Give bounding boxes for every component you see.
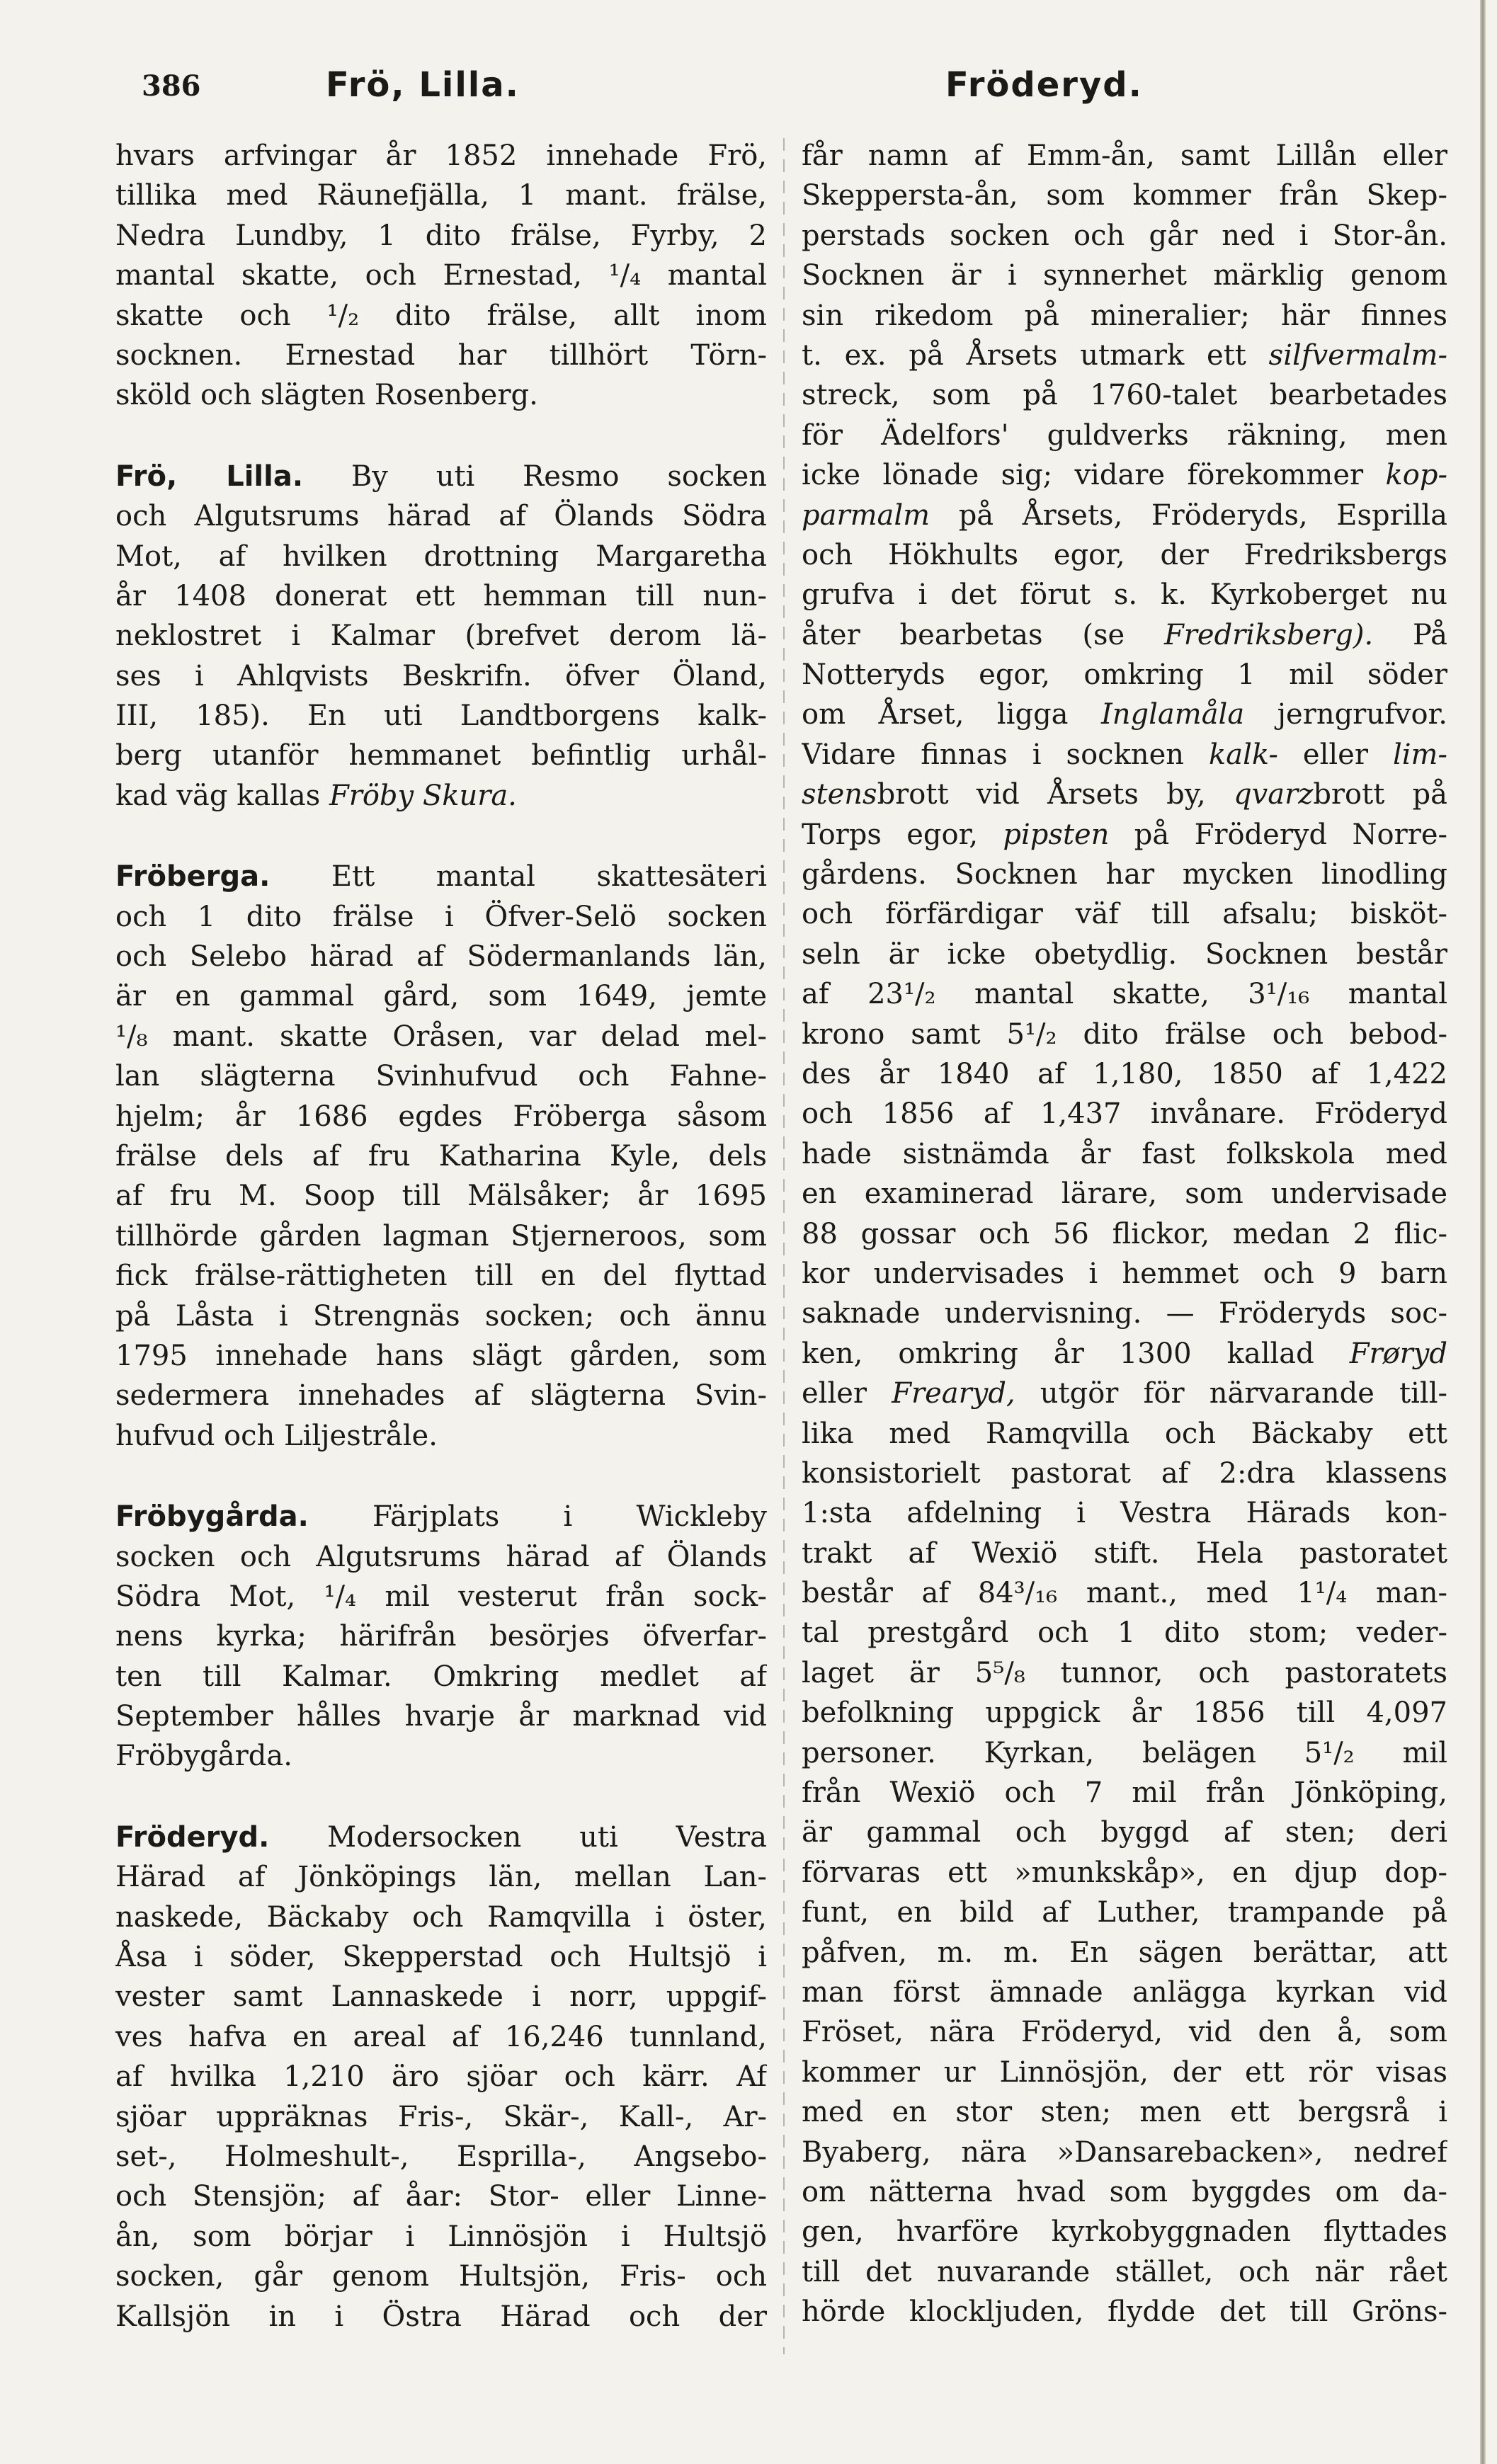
italic-term: Frøryd bbox=[1349, 1337, 1447, 1370]
line-text: Åsa i söder, Skepperstad och Hultsjö i bbox=[115, 1941, 767, 1974]
line-text: utgör för närvarande till- bbox=[1015, 1377, 1447, 1410]
text-line bbox=[115, 2057, 767, 2097]
paragraph-gap bbox=[115, 816, 767, 857]
text-line bbox=[802, 655, 1447, 695]
line-text: lan slägterna Svinhufvud och Fahne- bbox=[115, 1060, 767, 1093]
text-line bbox=[802, 1054, 1447, 1094]
line-text: Fröbygårda. bbox=[115, 1740, 292, 1773]
line-text: På bbox=[1373, 618, 1447, 651]
line-text: på Låsta i Strengnäs socken; och ännu bbox=[115, 1299, 767, 1333]
text-line bbox=[802, 136, 1447, 176]
text-line bbox=[802, 695, 1447, 734]
text-line bbox=[115, 537, 767, 576]
line-text: en examinerad lärare, som undervisade bbox=[802, 1177, 1447, 1211]
line-text: mantal skatte, och Ernestad, ¹/₄ mantal bbox=[115, 259, 767, 292]
line-text: funt, en bild af Luther, trampande på bbox=[802, 1896, 1447, 1929]
line-text: med en stor sten; men ett bergsrå i bbox=[802, 2096, 1447, 2129]
text-line bbox=[115, 656, 767, 696]
line-text: får namn af Emm-ån, samt Lillån eller bbox=[802, 139, 1447, 172]
text-line bbox=[802, 935, 1447, 974]
line-text: ves hafva en areal af 16,246 tunnland, bbox=[115, 2020, 767, 2053]
text-line bbox=[802, 216, 1447, 256]
line-text: des år 1840 af 1,180, 1850 af 1,422 bbox=[802, 1057, 1447, 1090]
page-edge-shadow bbox=[1480, 0, 1486, 2464]
text-line bbox=[802, 855, 1447, 894]
line-text: är en gammal gård, som 1649, jemte bbox=[115, 980, 767, 1013]
text-line bbox=[802, 615, 1447, 655]
line-text: lika med Ramqvilla och Bäckaby ett bbox=[802, 1417, 1447, 1450]
text-line bbox=[802, 1094, 1447, 1134]
line-text: Härad af Jönköpings län, mellan Lan- bbox=[115, 1861, 767, 1894]
text-line bbox=[115, 2297, 767, 2337]
text-line bbox=[115, 256, 767, 295]
line-text: Notteryds egor, omkring 1 mil söder bbox=[802, 658, 1447, 692]
line-text: Nedra Lundby, 1 dito frälse, Fyrby, 2 bbox=[115, 219, 767, 252]
line-text: eller bbox=[1277, 738, 1393, 771]
text-line bbox=[802, 2092, 1447, 2132]
line-text: berg utanför hemmanet befintlig urhål- bbox=[115, 739, 767, 772]
running-head-left: Frö, Lilla. bbox=[326, 65, 520, 105]
page-header bbox=[0, 0, 1497, 142]
line-text: hade sistnämda år fast folkskola med bbox=[802, 1137, 1447, 1170]
line-text: till det nuvarande stället, och när rået bbox=[802, 2255, 1447, 2288]
italic-term: Inglamåla bbox=[1100, 698, 1245, 731]
line-text: och Stensjön; af åar: Stor- eller Linne- bbox=[115, 2180, 767, 2213]
text-line bbox=[115, 1296, 767, 1336]
line-text: Modersocken uti Vestra bbox=[269, 1820, 767, 1854]
text-line bbox=[115, 696, 767, 736]
line-text: set-, Holmeshult-, Esprilla-, Angsebo- bbox=[115, 2140, 767, 2173]
line-text: Vidare finnas i socknen bbox=[802, 738, 1209, 771]
line-text: Byaberg, nära »Dansarebacken», nedref bbox=[802, 2135, 1447, 2169]
line-text: icke lönade sig; vidare förekommer bbox=[802, 459, 1386, 492]
line-text: grufva i det förut s. k. Kyrkoberget nu bbox=[802, 578, 1447, 612]
text-line bbox=[115, 776, 767, 816]
line-text: på Årsets, Fröderyds, Esprilla bbox=[930, 498, 1447, 532]
line-text: hjelm; år 1686 egdes Fröberga såsom bbox=[115, 1100, 767, 1133]
text-line bbox=[802, 296, 1447, 336]
text-line bbox=[802, 1534, 1447, 1573]
line-text: man först ämnade anlägga kyrkan vid bbox=[802, 1975, 1447, 2009]
line-text: ses i Ahlqvists Beskrifn. öfver Öland, bbox=[115, 659, 767, 692]
italic-term: pipsten bbox=[1003, 818, 1110, 851]
text-line bbox=[802, 2133, 1447, 2172]
text-line bbox=[115, 1898, 767, 1937]
entry-headword: Fröbygårda. bbox=[115, 1500, 309, 1534]
text-line bbox=[115, 1497, 767, 1536]
italic-term: parmalm bbox=[802, 498, 930, 532]
text-line bbox=[115, 616, 767, 656]
italic-term: lim- bbox=[1392, 738, 1447, 771]
text-line bbox=[115, 2017, 767, 2057]
text-line bbox=[802, 575, 1447, 615]
text-line bbox=[115, 2217, 767, 2257]
text-line bbox=[802, 176, 1447, 215]
line-text: tillhörde gården lagman Stjerneroos, som bbox=[115, 1219, 767, 1253]
line-text: perstads socken och går ned i Stor-ån. bbox=[802, 219, 1447, 252]
line-text: sköld och slägten Rosenberg. bbox=[115, 379, 538, 412]
line-text: om Årset, ligga bbox=[802, 698, 1101, 731]
text-line bbox=[802, 1773, 1447, 1813]
line-text: hufvud och Liljestråle. bbox=[115, 1419, 438, 1452]
text-line bbox=[115, 1376, 767, 1415]
text-line bbox=[115, 1537, 767, 1577]
line-text: Södra Mot, ¹/₄ mil vesterut från sock- bbox=[115, 1580, 767, 1613]
text-line bbox=[802, 815, 1447, 855]
line-text: och Hökhults egor, der Fredriksbergs bbox=[802, 538, 1447, 571]
text-line bbox=[115, 1176, 767, 1216]
text-line bbox=[115, 1857, 767, 1897]
line-text: Skeppersta-ån, som kommer från Skep- bbox=[802, 179, 1447, 212]
text-line bbox=[115, 336, 767, 375]
text-line bbox=[802, 1214, 1447, 1254]
text-line bbox=[115, 1097, 767, 1136]
line-text: fick frälse-rättigheten till en del flyttad bbox=[115, 1260, 767, 1293]
line-text: ken, omkring år 1300 kallad bbox=[802, 1337, 1350, 1370]
text-line bbox=[802, 2212, 1447, 2252]
line-text: påfven, m. m. En sägen berättar, att bbox=[802, 1936, 1447, 1969]
line-text: saknade undervisning. — Fröderyds soc- bbox=[802, 1297, 1447, 1330]
line-text: eller bbox=[802, 1377, 892, 1410]
text-line bbox=[115, 2177, 767, 2216]
line-text: hvars arfvingar år 1852 innehade Frö, bbox=[115, 139, 767, 172]
text-line bbox=[115, 457, 767, 496]
line-text: jerngrufvor. bbox=[1244, 698, 1447, 731]
column-divider bbox=[783, 138, 785, 2354]
line-text: By uti Resmo socken bbox=[303, 460, 767, 493]
line-text: skatte och ¹/₂ dito frälse, allt inom bbox=[115, 299, 767, 332]
text-line bbox=[115, 176, 767, 215]
line-text: Färjplats i Wickleby bbox=[308, 1500, 767, 1534]
line-text: Ett mantal skattesäteri bbox=[270, 860, 767, 894]
line-text: och Selebo härad af Södermanlands län, bbox=[115, 940, 767, 974]
line-text: socken och Algutsrums härad af Ölands bbox=[115, 1540, 767, 1573]
line-text: September hålles hvarje år marknad vid bbox=[115, 1700, 767, 1733]
line-text: och 1 dito frälse i Öfver-Selö socken bbox=[115, 900, 767, 933]
line-text: trakt af Wexiö stift. Hela pastoratet bbox=[802, 1536, 1447, 1570]
text-line bbox=[802, 1573, 1447, 1613]
line-text: seln är icke obetydlig. Socknen består bbox=[802, 937, 1447, 971]
line-text: ¹/₈ mant. skatte Oråsen, var delad mel- bbox=[115, 1020, 767, 1053]
text-line bbox=[802, 2012, 1447, 2052]
text-line bbox=[115, 976, 767, 1016]
text-line bbox=[115, 857, 767, 896]
text-line bbox=[115, 1256, 767, 1296]
line-text: kor undervisades i hemmet och 9 barn bbox=[802, 1257, 1447, 1290]
italic-term: kalk- bbox=[1209, 738, 1278, 771]
line-text: ån, som börjar i Linnösjön i Hultsjö bbox=[115, 2220, 767, 2253]
italic-term: Fredriksberg). bbox=[1164, 618, 1374, 651]
text-line bbox=[115, 1416, 767, 1456]
text-line bbox=[115, 1818, 767, 1857]
line-text: kad väg kallas bbox=[115, 779, 329, 812]
text-line bbox=[802, 1653, 1447, 1693]
text-line bbox=[802, 775, 1447, 814]
entry-headword: Frö, Lilla. bbox=[115, 460, 304, 493]
text-line bbox=[802, 1294, 1447, 1333]
text-line bbox=[802, 1613, 1447, 1653]
line-text: kommer ur Linnösjön, der ett rör visas bbox=[802, 2055, 1447, 2089]
text-line bbox=[802, 416, 1447, 455]
line-text: Torps egor, bbox=[802, 818, 1003, 851]
line-text: befolkning uppgick år 1856 till 4,097 bbox=[802, 1696, 1447, 1730]
text-line bbox=[115, 1336, 767, 1376]
line-text: socken, går genom Hultsjön, Fris- och bbox=[115, 2260, 767, 2293]
line-text: sjöar uppräknas Fris-, Skär-, Kall-, Ar- bbox=[115, 2100, 767, 2133]
line-text: frälse dels af fru Katharina Kyle, dels bbox=[115, 1139, 767, 1173]
italic-term: Fröby Skura. bbox=[329, 779, 517, 812]
line-text: 1:sta afdelning i Vestra Härads kon- bbox=[802, 1497, 1447, 1530]
line-text: från Wexiö och 7 mil från Jönköping, bbox=[802, 1776, 1447, 1810]
line-text: Kallsjön in i Östra Härad och der bbox=[115, 2300, 767, 2333]
text-line bbox=[115, 2097, 767, 2137]
text-line bbox=[115, 296, 767, 336]
line-text: personer. Kyrkan, belägen 5¹/₂ mil bbox=[802, 1736, 1447, 1769]
line-text: tillika med Räunefjälla, 1 mant. frälse, bbox=[115, 179, 767, 212]
text-line bbox=[802, 1893, 1447, 1932]
line-text: nens kyrka; härifrån besörjes öfverfar- bbox=[115, 1620, 767, 1653]
line-text: år 1408 donerat ett hemman till nun- bbox=[115, 579, 767, 612]
text-line bbox=[115, 1616, 767, 1656]
italic-term: silfvermalm- bbox=[1268, 338, 1447, 372]
line-text: socknen. Ernestad har tillhört Törn- bbox=[115, 338, 767, 372]
line-text: Mot, af hvilken drottning Margaretha bbox=[115, 540, 767, 573]
line-text: gen, hvarföre kyrkobyggnaden flyttades bbox=[802, 2215, 1447, 2249]
text-line bbox=[115, 2257, 767, 2296]
text-line bbox=[115, 1696, 767, 1736]
line-text: brott på bbox=[1313, 778, 1447, 811]
text-line bbox=[115, 1736, 767, 1776]
line-text: förvaras ett »munkskåp», en djup dop- bbox=[802, 1856, 1447, 1889]
line-text: Fröset, nära Fröderyd, vid den å, som bbox=[802, 2016, 1447, 2049]
text-line bbox=[802, 735, 1447, 775]
line-text: vester samt Lannaskede i norr, uppgif- bbox=[115, 1980, 767, 2014]
entry-headword: Fröberga. bbox=[115, 860, 271, 894]
line-text: naskede, Bäckaby och Ramqvilla i öster, bbox=[115, 1900, 767, 1934]
line-text: och förfärdigar väf till afsalu; bisköt- bbox=[802, 898, 1447, 931]
text-line bbox=[802, 2252, 1447, 2292]
text-line bbox=[802, 1493, 1447, 1533]
text-line bbox=[802, 2172, 1447, 2212]
line-text: t. ex. på Årsets utmark ett bbox=[802, 338, 1269, 372]
text-line bbox=[802, 1454, 1447, 1493]
line-text: af hvilka 1,210 äro sjöar och kärr. Af bbox=[115, 2060, 767, 2094]
text-line bbox=[802, 1254, 1447, 1294]
text-line bbox=[802, 375, 1447, 415]
text-line bbox=[802, 1174, 1447, 1214]
text-line bbox=[115, 216, 767, 256]
italic-term: stens bbox=[802, 778, 877, 811]
line-text: laget är 5⁵/₈ tunnor, och pastoratets bbox=[802, 1656, 1447, 1689]
text-line bbox=[802, 1414, 1447, 1454]
italic-term: kop- bbox=[1385, 459, 1447, 492]
line-text: och 1856 af 1,437 invånare. Fröderyd bbox=[802, 1097, 1447, 1131]
text-line bbox=[802, 1015, 1447, 1054]
text-line bbox=[802, 336, 1447, 375]
text-line bbox=[115, 496, 767, 536]
line-text: af 23¹/₂ mantal skatte, 3¹/₁₆ mantal bbox=[802, 978, 1447, 1011]
text-line bbox=[115, 1136, 767, 1176]
line-text: tal prestgård och 1 dito stom; veder- bbox=[802, 1616, 1447, 1650]
line-text: gårdens. Socknen har mycken linodling bbox=[802, 858, 1447, 891]
text-line bbox=[802, 2053, 1447, 2092]
text-line bbox=[115, 136, 767, 176]
page-number: 386 bbox=[142, 69, 201, 103]
text-line bbox=[802, 1693, 1447, 1733]
text-line bbox=[802, 2292, 1447, 2332]
text-line bbox=[802, 496, 1447, 535]
line-text: III, 185). En uti Landtborgens kalk- bbox=[115, 700, 767, 733]
text-line bbox=[115, 1577, 767, 1616]
text-line bbox=[802, 1733, 1447, 1773]
line-text: för Ädelfors' guldverks räkning, men bbox=[802, 418, 1447, 452]
line-text: ten till Kalmar. Omkring medlet af bbox=[115, 1660, 767, 1693]
paragraph-gap bbox=[115, 1456, 767, 1497]
text-line bbox=[115, 1216, 767, 1256]
entry-headword: Fröderyd. bbox=[115, 1820, 270, 1854]
text-line bbox=[802, 535, 1447, 575]
running-head-right: Fröderyd. bbox=[945, 65, 1143, 105]
text-line bbox=[802, 1853, 1447, 1893]
line-text: hörde klockljuden, flydde det till Gröns- bbox=[802, 2295, 1447, 2329]
text-line bbox=[115, 937, 767, 976]
paragraph-gap bbox=[115, 1776, 767, 1818]
text-line bbox=[802, 1933, 1447, 1973]
text-line bbox=[115, 1937, 767, 1977]
text-line bbox=[115, 736, 767, 775]
text-line bbox=[802, 1973, 1447, 2012]
line-text: krono samt 5¹/₂ dito frälse och bebod- bbox=[802, 1017, 1447, 1051]
text-line bbox=[115, 576, 767, 616]
text-line bbox=[115, 375, 767, 415]
text-line bbox=[802, 894, 1447, 934]
text-line bbox=[802, 1134, 1447, 1174]
text-line bbox=[115, 897, 767, 937]
line-text: består af 84³/₁₆ mant., med 1¹/₄ man- bbox=[802, 1577, 1447, 1610]
text-line bbox=[802, 1374, 1447, 1413]
text-line bbox=[802, 974, 1447, 1014]
line-text: sin rikedom på mineralier; här finnes bbox=[802, 299, 1447, 332]
line-text: och Algutsrums härad af Ölands Södra bbox=[115, 500, 767, 533]
text-line bbox=[115, 2137, 767, 2177]
line-text: streck, som på 1760-talet bearbetades bbox=[802, 379, 1447, 412]
text-line bbox=[115, 1657, 767, 1696]
right-text-column bbox=[802, 136, 1447, 2332]
text-line bbox=[802, 256, 1447, 295]
line-text: sedermera innehades af slägterna Svin- bbox=[115, 1379, 767, 1413]
italic-term: qvarz bbox=[1234, 778, 1314, 811]
paragraph-gap bbox=[115, 416, 767, 457]
line-text: 1795 innehade hans slägt gården, som bbox=[115, 1339, 767, 1372]
line-text: Socknen är i synnerhet märklig genom bbox=[802, 259, 1447, 292]
line-text: på Fröderyd Norre- bbox=[1109, 818, 1447, 851]
line-text: om nätterna hvad som byggdes om da- bbox=[802, 2175, 1447, 2208]
text-line bbox=[802, 1813, 1447, 1852]
text-line bbox=[115, 1056, 767, 1096]
text-line bbox=[802, 1334, 1447, 1374]
line-text: brott vid Årsets by, bbox=[877, 778, 1234, 811]
line-text: 88 gossar och 56 flickor, medan 2 flic- bbox=[802, 1217, 1447, 1250]
line-text: konsistorielt pastorat af 2:dra klassens bbox=[802, 1456, 1447, 1490]
text-line bbox=[115, 1017, 767, 1056]
line-text: af fru M. Soop till Mälsåker; år 1695 bbox=[115, 1180, 767, 1213]
italic-term: Frearyd, bbox=[892, 1377, 1015, 1410]
text-line bbox=[115, 1977, 767, 2017]
text-line bbox=[802, 455, 1447, 495]
line-text: neklostret i Kalmar (brefvet derom lä- bbox=[115, 620, 767, 653]
left-text-column bbox=[115, 136, 767, 2337]
line-text: är gammal och byggd af sten; deri bbox=[802, 1816, 1447, 1849]
line-text: åter bearbetas (se bbox=[802, 618, 1165, 651]
